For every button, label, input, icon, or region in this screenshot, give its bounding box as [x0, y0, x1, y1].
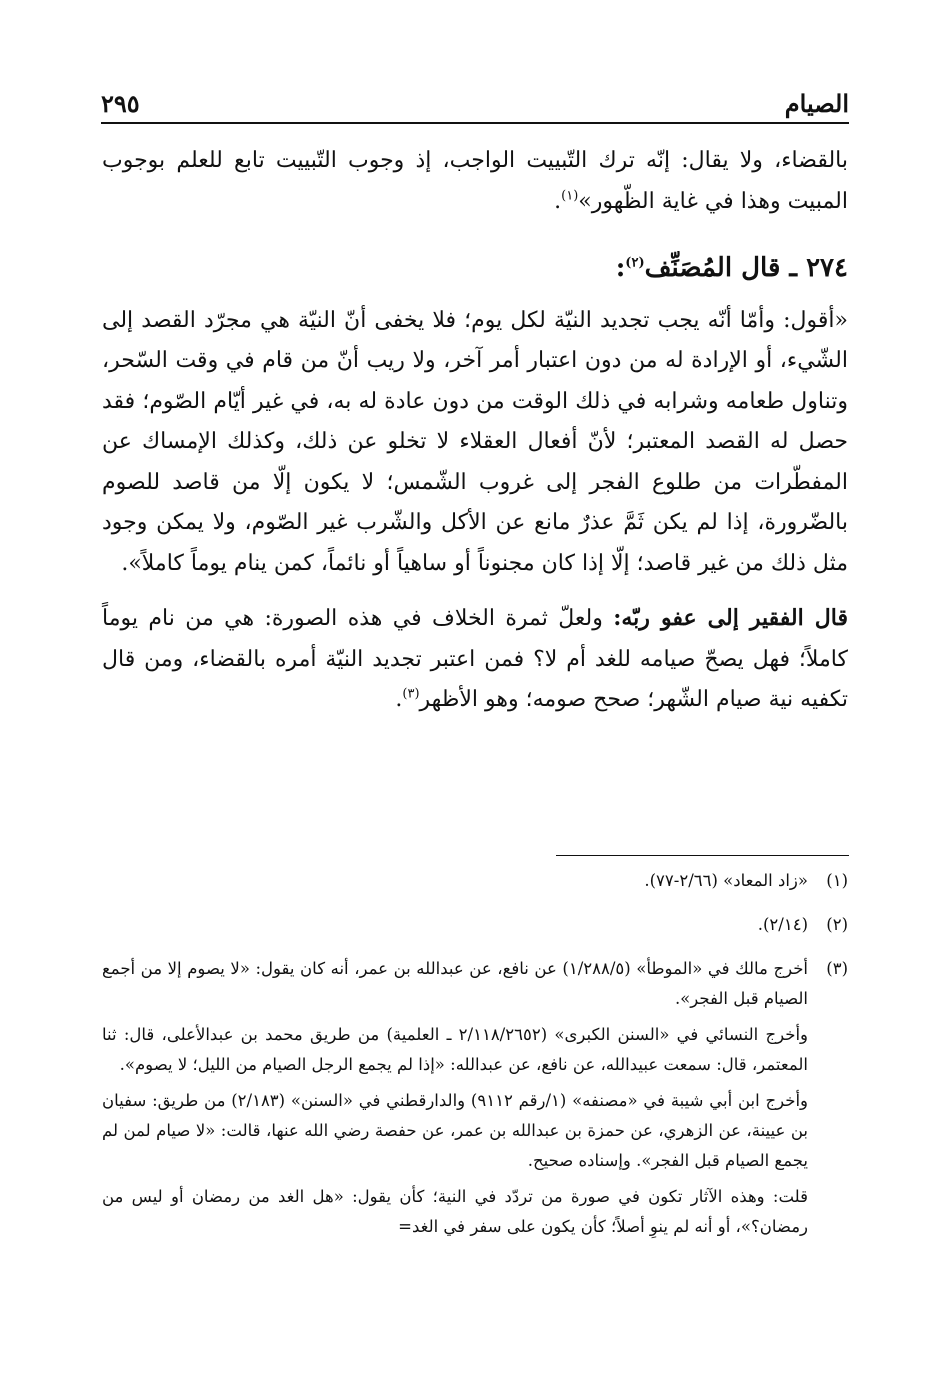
footnote-paragraph: وأخرج النسائي في «السنن الكبرى» (٢/١١٨/٢٦٥٢ ـ العلمية) من طريق محمد بن عبدالأعلى، قال: ثنا المعتمر، قال: سمعت عبيدالله، عن نافع، عن عبدالله: «إذا لم يجمع الرجل الصيام من الليل؛ لا يصوم».: [102, 1025, 808, 1074]
footnote-1: [102, 866, 848, 902]
footnote-paragraph: أخرج مالك في «الموطأ» (١/٢٨٨/٥) عن نافع، عن عبدالله بن عمر، أنه كان يقول: «لا يصوم إلا من أجمع الصيام قبل الفجر».: [102, 959, 809, 1008]
punctuation: .: [395, 687, 403, 712]
footnote-paragraph: (٢/١٤).: [757, 915, 808, 934]
punctuation: :: [615, 253, 626, 283]
commentary-paragraph: [102, 598, 848, 721]
paragraph-continuation: [102, 141, 848, 222]
footnote-3: [102, 954, 848, 1248]
heading-text: ٢٧٤ ـ قال المُصَنِّف: [644, 253, 848, 283]
footnote-text: [102, 954, 808, 1248]
main-text: [102, 141, 848, 721]
section-heading: [102, 248, 848, 289]
footnote-number: (٢): [826, 915, 848, 934]
footnote-text: [102, 910, 808, 946]
footnotes: [102, 866, 848, 1256]
footnote-ref: (١): [561, 188, 579, 204]
footnote-separator: [556, 855, 849, 856]
running-header: [101, 82, 849, 118]
page-number: ٢٩٥: [101, 89, 140, 118]
commentary-lead: قال الفقير إلى عفو ربّه:: [613, 605, 849, 631]
footnote-number: (١): [826, 871, 848, 890]
footnote-paragraph: قلت: وهذه الآثار تكون في صورة من تردّد في النية؛ كأن يقول: «هل الغد من رمضان أو ليس من رمضان؟»، أو أنه لم ينوِ أصلاً؛ كأن يكون على سفر في الغد=: [102, 1187, 808, 1236]
header-rule: [101, 122, 849, 124]
chapter-title: الصيام: [784, 89, 849, 118]
paragraph-text: بالقضاء، ولا يقال: إنّه ترك التّبييت الواجب، إذ وجوب التّبييت تابع للعلم بوجوب المبيت وهذا في غاية الظّهور»: [102, 148, 848, 214]
footnote-paragraph: «زاد المعاد» (٢/٦٦-٧٧).: [644, 871, 808, 890]
footnote-ref: (٢): [625, 255, 645, 271]
footnote-text: [102, 866, 808, 902]
footnote-ref: (٣): [402, 686, 420, 702]
punctuation: .: [554, 188, 562, 214]
footnote-2: [102, 910, 848, 946]
commentary-text: ولعلّ ثمرة الخلاف في هذه الصورة: هي من نام يوماً كاملاً؛ فهل يصحّ صيامه للغد أم لا؟ فمن اعتبر تجديد النيّة أمره بالقضاء، ومن قال تكفيه نية صيام الشّهر؛ صحح صومه؛ وهو الأظهر: [102, 606, 848, 712]
quoted-paragraph: «أقول: وأمّا أنّه يجب تجديد النيّة لكل يوم؛ فلا يخفى أنّ النيّة هي مجرّد القصد إلى الشّيء، أو الإرادة له من دون اعتبار أمر آخر، ولا ريب أنّ من قام في وقت السّحر، وتناول طعامه وشرابه في ذلك الوقت من دون عادة له به، في غير أيّام الصّوم؛ فقد حصل له القصد المعتبر؛ لأنّ أفعال العقلاء لا تخلو عن ذلك، وكذلك الإمساك عن المفطّرات من طلوع الفجر إلى غروب الشّمس؛ لا يكون إلّا من قاصد للصوم بالضّرورة، إذا لم يكن ثَمَّ عذرٌ مانع عن الأكل والشّرب غير الصّوم، ولا يمكن وجود مثل ذلك من غير قاصد؛ إلّا إذا كان مجنوناً أو ساهياً أو نائماً، كمن ينام يوماً كاملاً».: [102, 307, 848, 576]
footnote-number: (٣): [826, 959, 848, 978]
footnote-paragraph: وأخرج ابن أبي شيبة في «مصنفه» (١/رقم ٩١١٢) والدارقطني في «السنن» (٢/١٨٣) من طريق: سفيان بن عيينة، عن الزهري، عن حمزة بن عبدالله بن عمر، عن حفصة رضي الله عنها، قالت: «لا صيام لمن لم يجمع الصيام قبل الفجر». وإسناده صحيح.: [102, 1091, 809, 1170]
